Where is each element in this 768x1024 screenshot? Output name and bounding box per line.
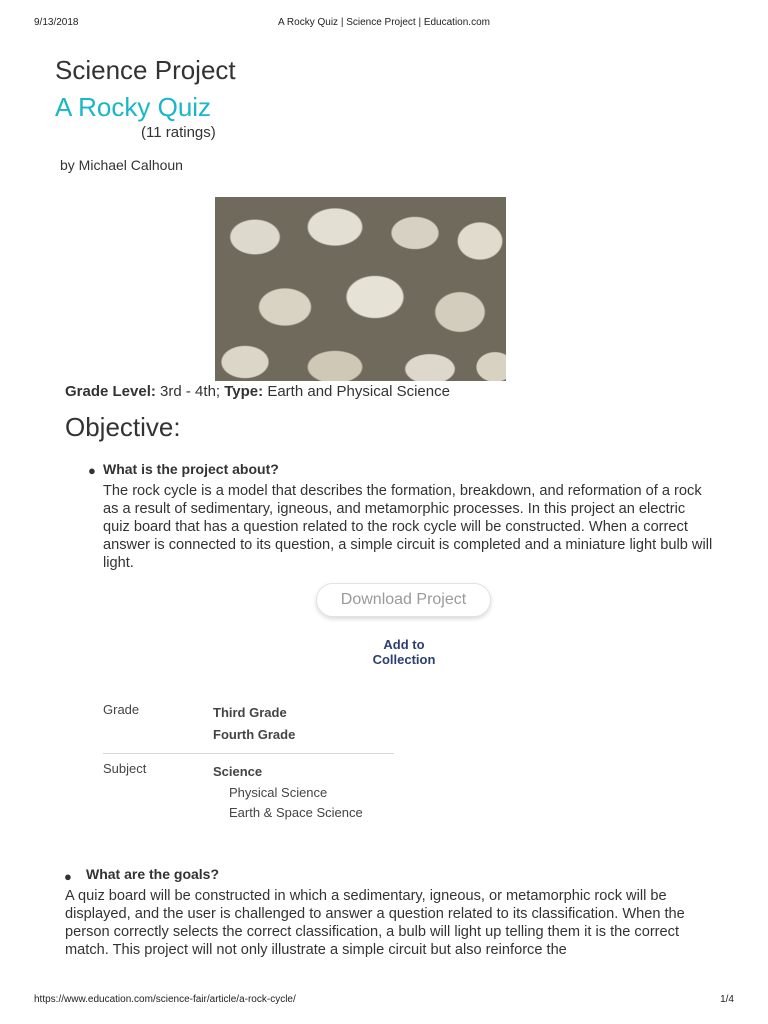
subtopic: Physical Science — [229, 785, 328, 800]
rocks-photo — [215, 197, 506, 381]
grade-level-value: 3rd - 4th; — [160, 383, 221, 400]
goals-text: A quiz board will be constructed in which a sedimentary, igneous, or metamorphic rock will be displayed, and the user is challenged to answer a question related to its classification. When the person correctly selects the correct classification, a bulb will light up telling them it is the correct match. This project will not only illustrate a simple circuit but also reinforce the — [65, 888, 685, 958]
goals-heading: What are the goals? — [86, 866, 220, 882]
section-kicker: Science Project — [55, 55, 236, 85]
print-date: 9/13/2018 — [34, 17, 79, 28]
grade-level-label: Grade Level: — [65, 383, 156, 400]
grade-value: Third Grade — [213, 705, 287, 720]
author-byline: by Michael Calhoun — [60, 157, 183, 173]
page-title: A Rocky Quiz — [55, 92, 212, 122]
bullet-dot: ● — [64, 869, 72, 884]
grade-label: Grade — [103, 702, 140, 717]
ratings-count: (11 ratings) — [141, 124, 216, 141]
collection-label: Collection — [372, 652, 436, 667]
subject-value: Science — [213, 764, 263, 779]
grade-value: Fourth Grade — [213, 727, 296, 742]
objective-heading: Objective: — [65, 412, 181, 442]
print-url: https://www.education.com/science-fair/article/a-rock-cycle/ — [34, 994, 296, 1005]
add-to-collection-link[interactable] — [354, 637, 454, 667]
type-label: Type: — [224, 383, 264, 400]
grade-type-line — [65, 383, 450, 400]
download-project-button[interactable]: Download Project — [316, 583, 491, 617]
print-page-number: 1/4 — [720, 994, 734, 1005]
subtopic: Earth & Space Science — [229, 805, 363, 820]
bullet-dot: ● — [88, 463, 96, 478]
subject-label: Subject — [103, 761, 147, 776]
project-about-text: The rock cycle is a model that describes the formation, breakdown, and reformation of a rock as a result of sedimentary, igneous, and metamorphic processes. In this project an electric quiz board that has a question related to the rock cycle will be constructed. When a correct answer is connected to its question, a simple circuit is completed and a miniature light bulb will light. — [103, 483, 713, 571]
type-value: Earth and Physical Science — [267, 383, 450, 400]
project-about-heading: What is the project about? — [103, 461, 279, 477]
meta-divider — [103, 753, 394, 754]
add-to-label: Add to — [383, 637, 425, 652]
print-page-title: A Rocky Quiz | Science Project | Education.com — [278, 17, 490, 28]
